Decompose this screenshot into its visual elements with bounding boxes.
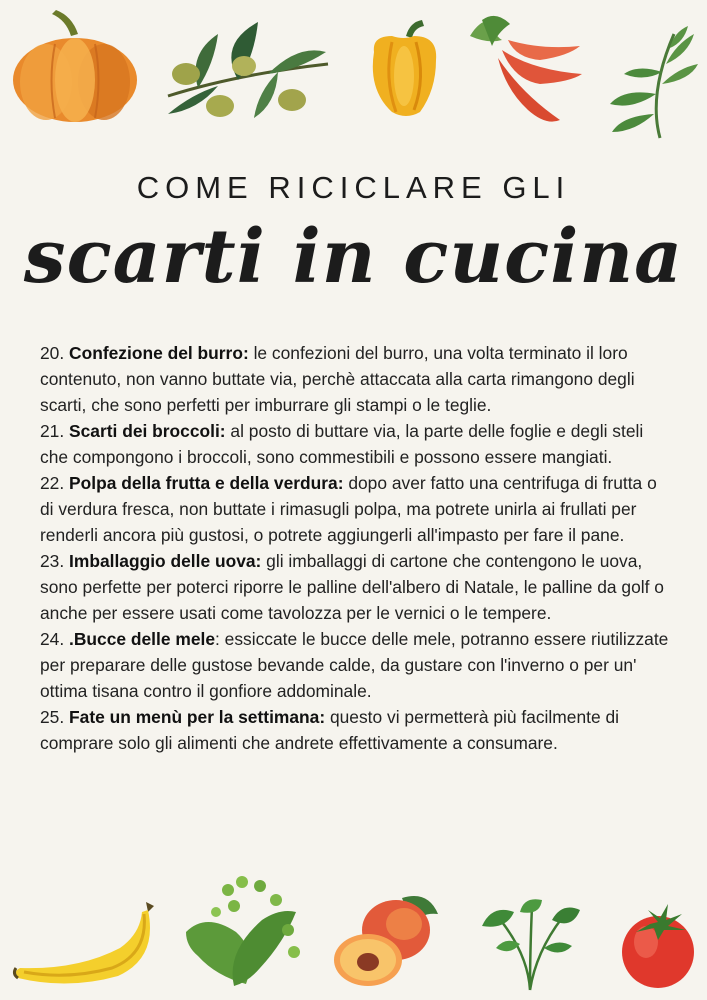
pumpkin-icon [8, 8, 142, 124]
list-item [40, 548, 675, 626]
item-heading: Fate un menù per la settimana: [69, 707, 326, 727]
item-number: 25. [40, 707, 65, 727]
item-heading: Confezione del burro: [69, 343, 249, 363]
peas-icon [176, 872, 308, 992]
tomato-icon [612, 900, 702, 990]
item-text: questo vi permetterà più facilmente di comprare solo gli alimenti che andrete effettivamente a consumare. [40, 707, 619, 753]
item-text: al posto di buttare via, la parte delle foglie e degli steli che compongono i broccoli, sono commestibili e possono essere mangiati. [40, 421, 644, 467]
tips-list [40, 340, 675, 756]
item-text: gli imballaggi di cartone che contengono le uova, sono perfette per poterci riporre le palline dell'albero di Natale, le palline da golf o anche per essere usati come tavolozza per le vernici o le tempere. [40, 551, 664, 623]
list-item [40, 340, 675, 418]
item-heading: .Bucce delle mele [69, 629, 215, 649]
item-heading: Imballaggio delle uova: [69, 551, 262, 571]
bell-pepper-icon [362, 18, 444, 120]
title-line-1: COME RICICLARE GLI [136, 170, 571, 205]
item-text: : essiccate le bucce delle mele, potranno essere riutilizzate per preparare delle gustose bevande calde, da gustare con l'inverno o per un' ottima tisana contro il gonfiore addominale. [40, 629, 669, 701]
list-item [40, 418, 675, 470]
list-item [40, 626, 675, 704]
list-item [40, 470, 675, 548]
parsley-icon [476, 896, 586, 992]
item-number: 22. [40, 473, 65, 493]
title-line-2: scarti in cucina [23, 214, 684, 300]
item-heading: Scarti dei broccoli: [69, 421, 226, 441]
item-number: 20. [40, 343, 65, 363]
carrots-icon [462, 10, 592, 132]
item-number: 21. [40, 421, 65, 441]
item-number: 24. [40, 629, 65, 649]
peach-icon [328, 890, 446, 992]
item-text: dopo aver fatto una centrifuga di frutta o di verdura fresca, non buttate i rimasugli polpa, ma potrete unirla ai frullati per renderli ancora più gustosi, o potrete aggiungerli all'impasto per fare il pane. [40, 473, 657, 545]
olive-branch-icon [158, 14, 336, 120]
item-number: 23. [40, 551, 65, 571]
item-heading: Polpa della frutta e della verdura: [69, 473, 344, 493]
arugula-icon [604, 24, 700, 142]
list-item [40, 704, 675, 756]
banana-icon [8, 898, 158, 990]
item-text: le confezioni del burro, una volta terminato il loro contenuto, non vanno buttate via, perchè attaccata alla carta rimangono degli scarti, che sono perfetti per imburrare gli stampi o le teglie. [40, 343, 635, 415]
